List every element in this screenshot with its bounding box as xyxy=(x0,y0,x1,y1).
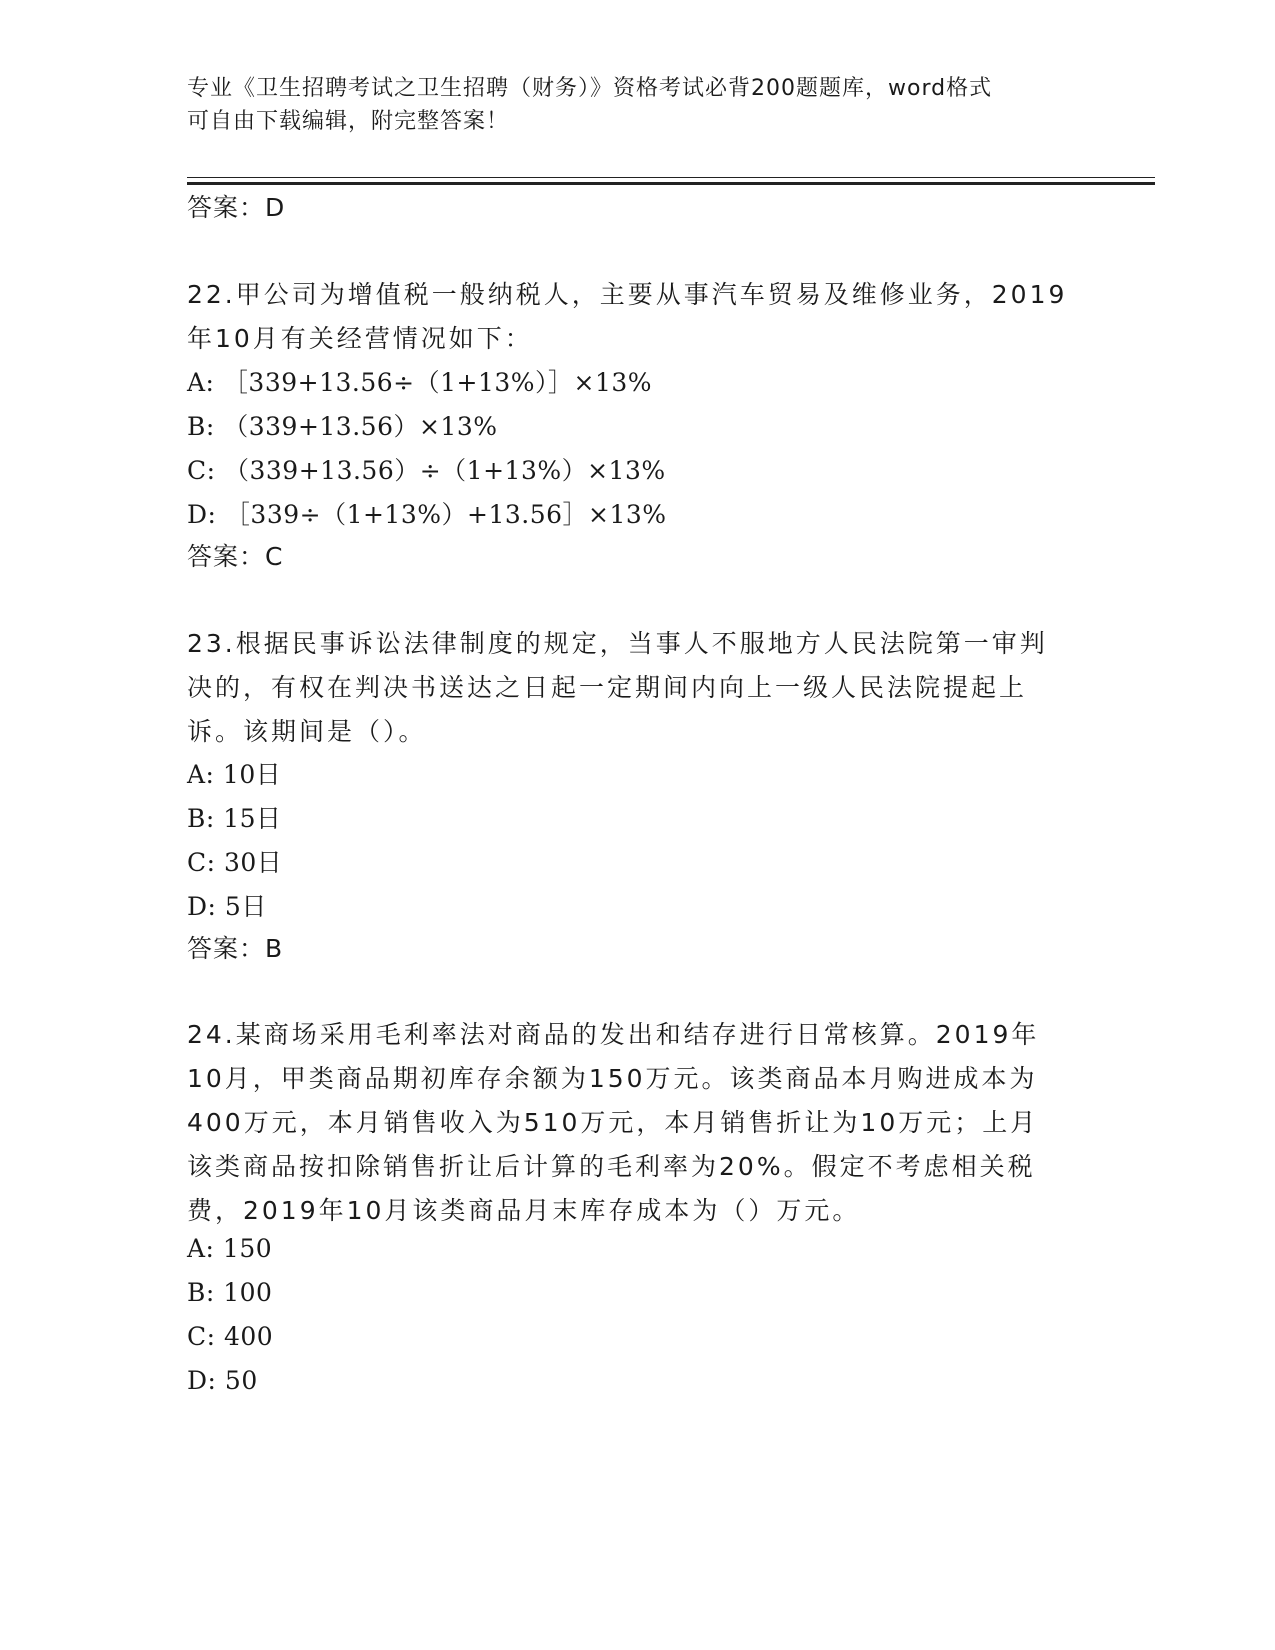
question-24-option-b: B: 100 xyxy=(187,1278,273,1307)
question-23-line-1: 23.根据民事诉讼法律制度的规定，当事人不服地方人民法院第一审判 xyxy=(187,629,1048,658)
question-23-option-a: A: 10日 xyxy=(187,760,282,789)
header-divider-thin xyxy=(187,177,1155,178)
question-23-option-d: D: 5日 xyxy=(187,892,267,921)
question-22-option-b: B: （339+13.56）×13% xyxy=(187,412,498,441)
question-24-line-2: 10月，甲类商品期初库存余额为150万元。该类商品本月购进成本为 xyxy=(187,1064,1038,1093)
header-divider-thick xyxy=(187,182,1155,185)
question-24-option-d: D: 50 xyxy=(187,1366,258,1395)
question-24-line-3: 400万元，本月销售收入为510万元，本月销售折让为10万元；上月 xyxy=(187,1108,1039,1137)
header-line-1: 专业《卫生招聘考试之卫生招聘（财务）》资格考试必背200题题库，word格式 xyxy=(187,76,993,101)
question-23-line-2: 决的，有权在判决书送达之日起一定期间内向上一级人民法院提起上 xyxy=(187,673,1028,702)
question-23-option-b: B: 15日 xyxy=(187,804,282,833)
question-24-option-a: A: 150 xyxy=(187,1234,273,1263)
question-22-option-a: A: ［339+13.56÷（1+13%）］×13% xyxy=(187,368,653,397)
question-24-option-c: C: 400 xyxy=(187,1322,274,1351)
question-22-answer: 答案：C xyxy=(187,542,284,571)
document-header xyxy=(187,72,1067,138)
question-23-option-c: C: 30日 xyxy=(187,848,283,877)
question-24-line-4: 该类商品按扣除销售折让后计算的毛利率为20%。假定不考虑相关税 xyxy=(187,1152,1036,1181)
question-24-line-1: 24.某商场采用毛利率法对商品的发出和结存进行日常核算。2019年 xyxy=(187,1020,1040,1049)
question-22-option-c: C: （339+13.56）÷（1+13%）×13% xyxy=(187,456,666,485)
question-22-line-1: 22.甲公司为增值税一般纳税人，主要从事汽车贸易及维修业务，2019 xyxy=(187,280,1068,309)
header-line-2: 可自由下载编辑，附完整答案！ xyxy=(187,109,510,134)
question-23-line-3: 诉。该期间是（）。 xyxy=(187,717,427,746)
question-22-line-2: 年10月有关经营情况如下： xyxy=(187,324,533,353)
previous-answer: 答案：D xyxy=(187,193,286,222)
question-22-option-d: D: ［339÷（1+13%）+13.56］×13% xyxy=(187,500,667,529)
question-23-answer: 答案：B xyxy=(187,934,284,963)
question-24-line-5: 费，2019年10月该类商品月末库存成本为（）万元。 xyxy=(187,1196,861,1225)
